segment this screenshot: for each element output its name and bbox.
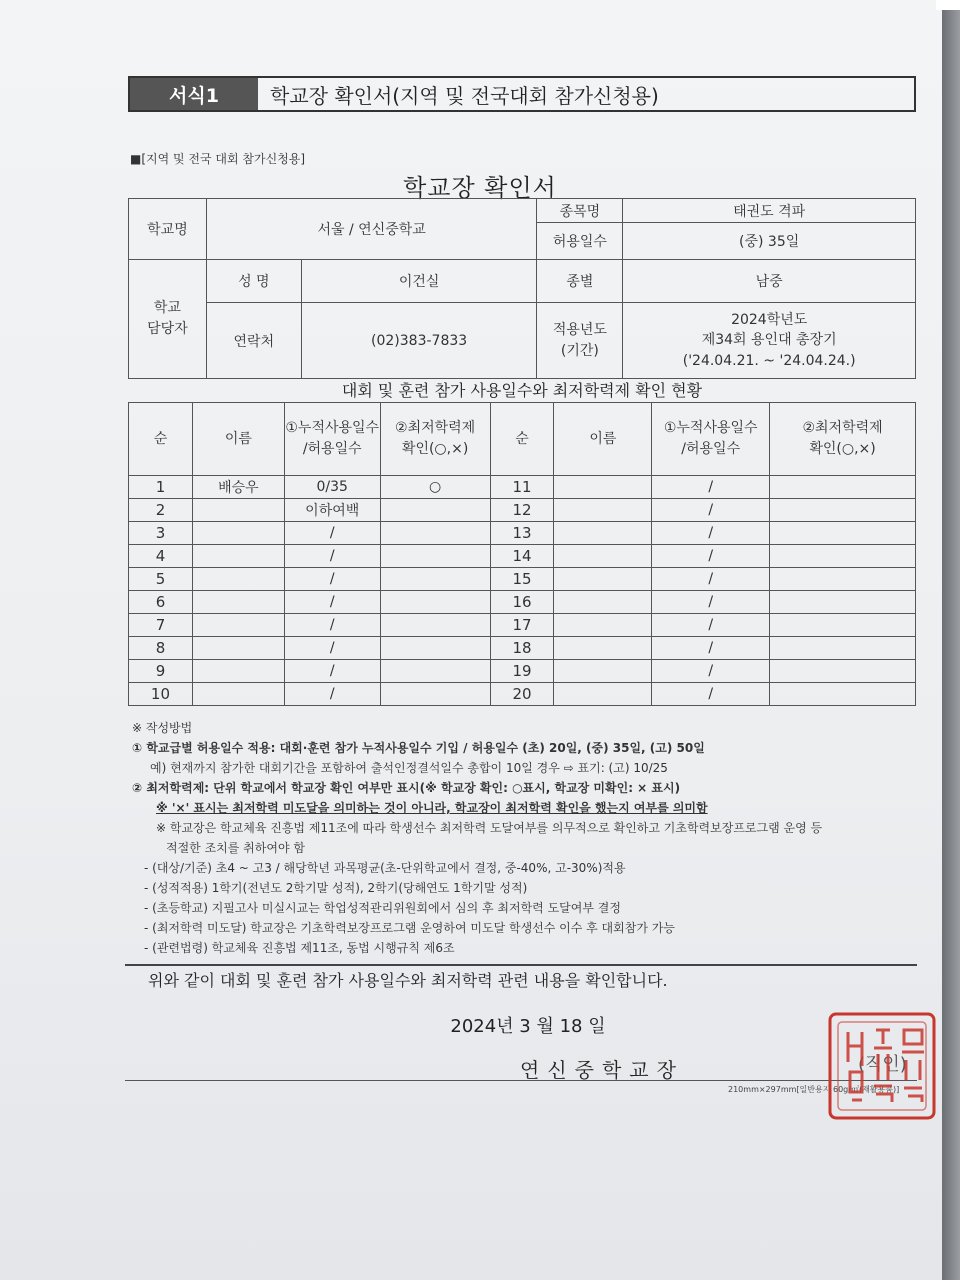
contact-label: 연락처 <box>206 303 301 379</box>
header-seq-2: 순 <box>490 403 554 476</box>
header-seq: 순 <box>129 403 193 476</box>
table-row <box>129 614 916 637</box>
table-row <box>129 660 916 683</box>
row-name <box>192 591 284 614</box>
detail-5: - (관련법령) 학교체육 진흥법 제11조, 동법 시행규칙 제6조 <box>144 941 455 955</box>
allowed-days-label: 허용일수 <box>537 223 623 260</box>
row-name <box>192 522 284 545</box>
row-days-2: / <box>652 499 770 522</box>
row-check-2 <box>770 499 916 522</box>
paper-corner <box>936 0 960 10</box>
document-title: 학교장 확인서 <box>403 174 557 202</box>
row-days: / <box>284 683 380 706</box>
table-row <box>129 499 916 522</box>
row-check-2 <box>770 476 916 499</box>
row-days-2: / <box>652 545 770 568</box>
header-name-2: 이름 <box>554 403 652 476</box>
row-check-2 <box>770 683 916 706</box>
row-name <box>192 637 284 660</box>
row-seq-2: 18 <box>490 637 554 660</box>
row-seq: 6 <box>129 591 193 614</box>
row-seq-2: 16 <box>490 591 554 614</box>
row-seq-2: 13 <box>490 522 554 545</box>
row-seq: 2 <box>129 499 193 522</box>
year-label-cell <box>537 303 623 379</box>
note-2-b-cont: 적절한 조치를 취하여야 함 <box>166 841 305 855</box>
row-days: / <box>284 522 380 545</box>
row-days-2: / <box>652 614 770 637</box>
year-value-line3: ('24.04.21. ~ '24.04.24.) <box>682 352 856 369</box>
row-days: / <box>284 568 380 591</box>
instructions <box>132 718 922 958</box>
usage-label: ■[지역 및 전국 대회 참가신청용] <box>130 152 306 166</box>
note-2-a: ※ '×' 표시는 최저학력 미도달을 의미하는 것이 아니라, 학교장이 최저학력 확인을 했는지 여부를 의미함 <box>156 801 708 815</box>
row-days-2: / <box>652 683 770 706</box>
row-seq: 4 <box>129 545 193 568</box>
row-check-2 <box>770 568 916 591</box>
row-check-2 <box>770 660 916 683</box>
row-name <box>192 660 284 683</box>
row-check <box>380 545 490 568</box>
row-name-2 <box>554 522 652 545</box>
row-days-2: / <box>652 660 770 683</box>
seal-glyphs <box>848 1030 924 1102</box>
paper-spec: 210mm×297mm[일반용지 60g/㎡(재활용품)] <box>728 1085 900 1094</box>
header-days-2 <box>652 403 770 476</box>
row-seq-2: 20 <box>490 683 554 706</box>
row-days-2: / <box>652 568 770 591</box>
row-check-2 <box>770 614 916 637</box>
row-days: / <box>284 614 380 637</box>
row-name-2 <box>554 591 652 614</box>
form-header <box>128 76 916 112</box>
allowed-days-value: (중) 35일 <box>623 223 916 260</box>
row-seq-2: 15 <box>490 568 554 591</box>
detail-3: - (초등학교) 지필고사 미실시교는 학업성적관리위원회에서 심의 후 최저학력 도달여부 결정 <box>144 901 621 915</box>
principal-title: 연신중학교장 <box>520 1058 684 1082</box>
table-row <box>129 568 916 591</box>
row-check-2 <box>770 545 916 568</box>
event-label: 종목명 <box>537 199 623 223</box>
school-value: 서울 / 연신중학교 <box>206 199 537 260</box>
row-days-2: / <box>652 591 770 614</box>
event-value: 태권도 격파 <box>623 199 916 223</box>
table-row <box>129 522 916 545</box>
row-check <box>380 637 490 660</box>
row-seq: 3 <box>129 522 193 545</box>
header-name: 이름 <box>192 403 284 476</box>
row-name <box>192 545 284 568</box>
row-seq-2: 12 <box>490 499 554 522</box>
issue-date: 2024년 3 월 18 일 <box>450 1016 606 1037</box>
row-name <box>192 614 284 637</box>
confirmation-text: 위와 같이 대회 및 훈련 참가 사용일수와 최저학력 관련 내용을 확인합니다. <box>148 971 668 990</box>
row-days: 0/35 <box>284 476 380 499</box>
row-seq: 8 <box>129 637 193 660</box>
row-name-2 <box>554 660 652 683</box>
header-days <box>284 403 380 476</box>
info-table <box>128 198 916 379</box>
row-seq-2: 11 <box>490 476 554 499</box>
row-days: 이하여백 <box>284 499 380 522</box>
row-check-2 <box>770 522 916 545</box>
row-days: / <box>284 637 380 660</box>
row-seq-2: 14 <box>490 545 554 568</box>
header-check-2-line2: 확인(○,×) <box>809 441 876 457</box>
row-check-2 <box>770 591 916 614</box>
row-days-2: / <box>652 637 770 660</box>
status-table-title: 대회 및 훈련 참가 사용일수와 최저학력제 확인 현황 <box>341 381 703 400</box>
year-value-line2: 제34회 용인대 총장기 <box>701 332 837 349</box>
detail-1: - (대상/기준) 초4 ~ 고3 / 해당학년 과목평균(초-단위학교에서 결정, 중-40%, 고-30%)적용 <box>144 861 626 875</box>
row-check <box>380 660 490 683</box>
detail-2: - (성적적용) 1학기(전년도 2학기말 성적), 2학기(당해연도 1학기말 성적) <box>144 881 528 895</box>
row-name <box>192 568 284 591</box>
header-check <box>380 403 490 476</box>
header-days-2-line1: ①누적사용일수 <box>663 420 758 436</box>
header-check-line1: ②최저학력제 <box>395 420 476 436</box>
form-number: 서식1 <box>130 78 258 110</box>
header-check-2 <box>770 403 916 476</box>
row-seq: 10 <box>129 683 193 706</box>
form-title: 학교장 확인서(지역 및 전국대회 참가신청용) <box>270 83 659 108</box>
row-name-2 <box>554 568 652 591</box>
row-name <box>192 499 284 522</box>
category-label: 종별 <box>537 260 623 303</box>
header-check-line2: 확인(○,×) <box>401 441 469 457</box>
row-check-2 <box>770 637 916 660</box>
note-1-example: 예) 현재까지 참가한 대회기간을 포함하여 출석인정결석일수 총합이 10일 경우 ⇨ 표기: (고) 10/25 <box>150 761 668 775</box>
table-header-row <box>129 403 916 476</box>
row-check <box>380 522 490 545</box>
bottom-divider <box>125 1080 917 1081</box>
manager-label: 학교 담당자 <box>129 260 207 379</box>
contact-value: (02)383-7833 <box>301 303 537 379</box>
row-check <box>380 683 490 706</box>
name-value: 이건실 <box>301 260 537 303</box>
row-seq: 7 <box>129 614 193 637</box>
row-days-2: / <box>652 522 770 545</box>
row-name-2 <box>554 476 652 499</box>
row-check: ○ <box>380 476 490 499</box>
row-name-2 <box>554 545 652 568</box>
participation-table <box>128 402 916 706</box>
name-label: 성 명 <box>206 260 301 303</box>
row-name-2 <box>554 614 652 637</box>
row-seq-2: 17 <box>490 614 554 637</box>
table-row <box>129 591 916 614</box>
row-check <box>380 614 490 637</box>
row-seq: 5 <box>129 568 193 591</box>
year-value-cell <box>623 303 916 379</box>
row-check <box>380 568 490 591</box>
divider <box>125 964 917 966</box>
header-days-line1: ①누적사용일수 <box>285 420 380 436</box>
row-name <box>192 683 284 706</box>
year-label: 적용년도 <box>552 321 607 338</box>
official-seal-stamp <box>824 1008 940 1124</box>
row-name-2 <box>554 637 652 660</box>
year-label-sub: (기간) <box>560 342 599 359</box>
row-seq-2: 19 <box>490 660 554 683</box>
table-row <box>129 683 916 706</box>
row-days: / <box>284 545 380 568</box>
header-check-2-line1: ②최저학력제 <box>802 420 883 436</box>
row-days-2: / <box>652 476 770 499</box>
year-value-line1: 2024학년도 <box>731 312 808 329</box>
row-check <box>380 591 490 614</box>
table-row <box>129 637 916 660</box>
row-name: 배승우 <box>192 476 284 499</box>
table-row <box>129 545 916 568</box>
header-days-2-line2: /허용일수 <box>681 441 741 457</box>
row-check <box>380 499 490 522</box>
row-seq: 1 <box>129 476 193 499</box>
detail-4: - (최저학력 미도달) 학교장은 기초학력보장프로그램 운영하여 미도달 학생선수 이수 후 대회참가 가능 <box>144 921 675 935</box>
header-days-line2: /허용일수 <box>302 441 362 457</box>
table-row <box>129 476 916 499</box>
row-name-2 <box>554 499 652 522</box>
school-label: 학교명 <box>129 199 207 260</box>
official-seal-label: (직인) <box>858 1054 907 1075</box>
row-days: / <box>284 591 380 614</box>
category-value: 남중 <box>623 260 916 303</box>
notes-title: ※ 작성방법 <box>132 721 193 735</box>
note-1: ① 학교급별 허용일수 적용: 대회·훈련 참가 누적사용일수 기입 / 허용일수 (초) 20일, (중) 35일, (고) 50일 <box>132 741 705 755</box>
note-2-b: ※ 학교장은 학교체육 진흥법 제11조에 따라 학생선수 최저학력 도달여부를 의무적으로 확인하고 기초학력보장프로그램 운영 등 <box>156 821 823 835</box>
row-name-2 <box>554 683 652 706</box>
row-days: / <box>284 660 380 683</box>
row-seq: 9 <box>129 660 193 683</box>
note-2: ② 최저학력제: 단위 학교에서 학교장 확인 여부만 표시(※ 학교장 확인: ○표시, 학교장 미확인: × 표시) <box>132 781 681 795</box>
